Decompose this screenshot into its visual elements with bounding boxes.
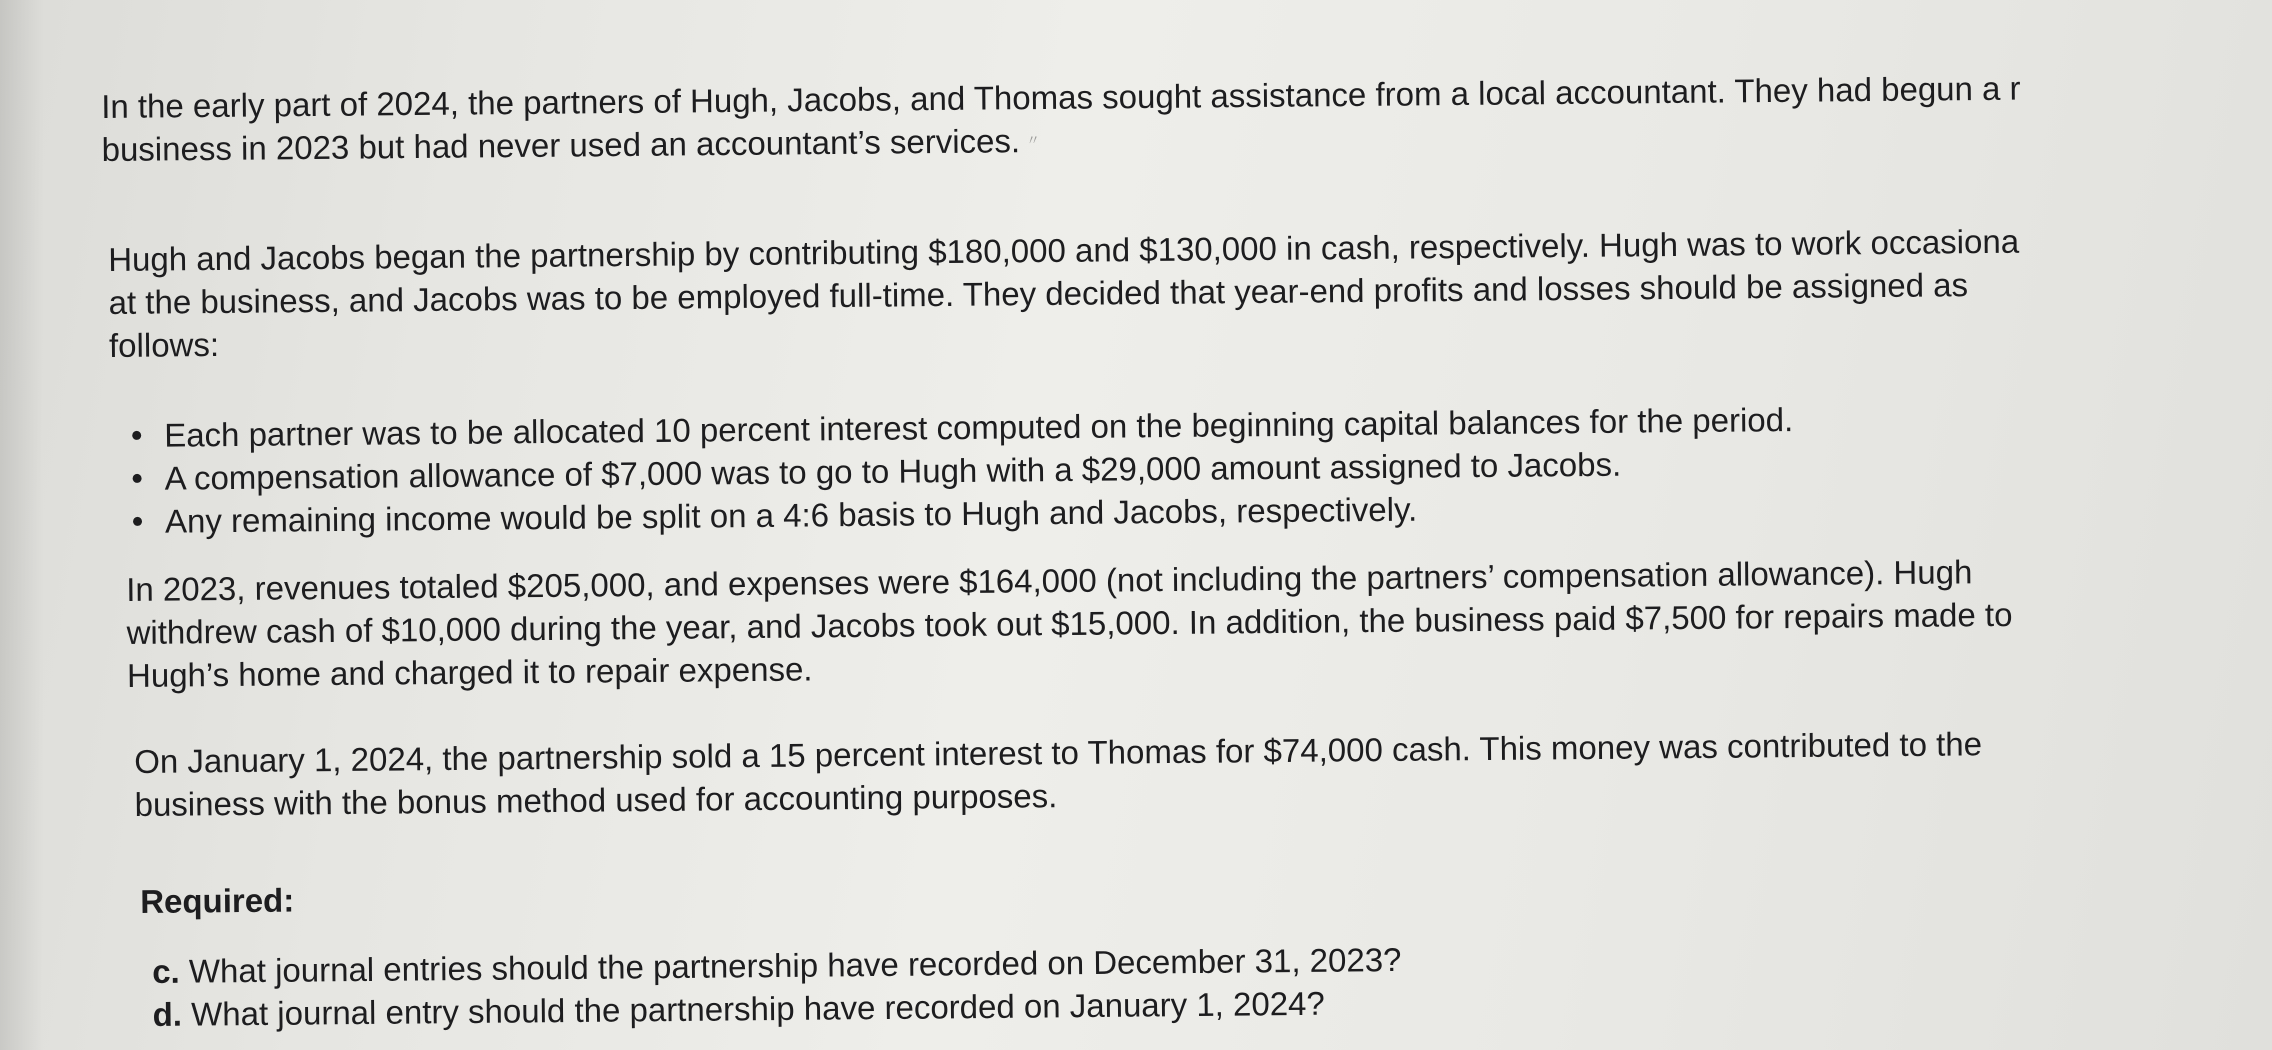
results-paragraph [126,550,2013,697]
intro-paragraph [101,67,2021,171]
question-letter: d. [152,995,183,1033]
results-line-2: withdrew cash of $10,000 during the year, and Jacobs took out $15,000. In addition, the business paid $7,500 for repairs made to [126,595,2013,651]
bullet-dot-icon [132,431,141,440]
sale-line-1: On January 1, 2024, the partnership sold a 15 percent interest to Thomas for $74,000 cash. This money was contributed to the [134,725,1983,780]
sale-line-2: business with the bonus method used for accounting purposes. [134,777,1058,823]
sale-paragraph [134,722,1983,826]
required-heading: Required: [140,881,295,920]
allocation-rule-text: A compensation allowance of $7,000 was to go to Hugh with a $29,000 amount assigned to Jacobs. [164,445,1622,497]
formation-line-2: at the business, and Jacobs was to be employed full-time. They decided that year-end profits and losses should be assigned as [108,266,1969,321]
results-line-1: In 2023, revenues totaled $205,000, and expenses were $164,000 (not including the partners’ compensation allowance). Hugh [126,553,1973,608]
required-questions-list [152,938,1402,1036]
allocation-rule-text: Each partner was to be allocated 10 percent interest computed on the beginning capital balances for the period. [164,401,1794,454]
intro-line-2: business in 2023 but had never used an accountant’s services. [101,122,1021,168]
formation-line-1: Hugh and Jacobs began the partnership by contributing $180,000 and $130,000 in cash, respectively. Hugh was to work occasiona [108,222,2020,278]
results-line-3: Hugh’s home and charged it to repair expense. [126,650,813,694]
bullet-dot-icon [133,517,142,526]
question-text: What journal entry should the partnership have recorded on January 1, 2024? [190,984,1325,1033]
bullet-dot-icon [133,474,142,483]
formation-line-3: follows: [108,325,220,364]
question-text: What journal entries should the partnership have recorded on December 31, 2023? [188,941,1402,990]
stray-mark-icon: 〃 [1025,131,1041,149]
allocation-rules-list [128,398,1794,543]
formation-paragraph [108,220,2020,367]
page-edge-shadow [0,0,44,1050]
allocation-rule-text: Any remaining income would be split on a 4:6 basis to Hugh and Jacobs, respectively. [164,490,1418,540]
intro-line-1: In the early part of 2024, the partners of Hugh, Jacobs, and Thomas sought assistance from a local accountant. They had begun a r [101,69,2021,125]
question-letter: c. [152,952,180,990]
